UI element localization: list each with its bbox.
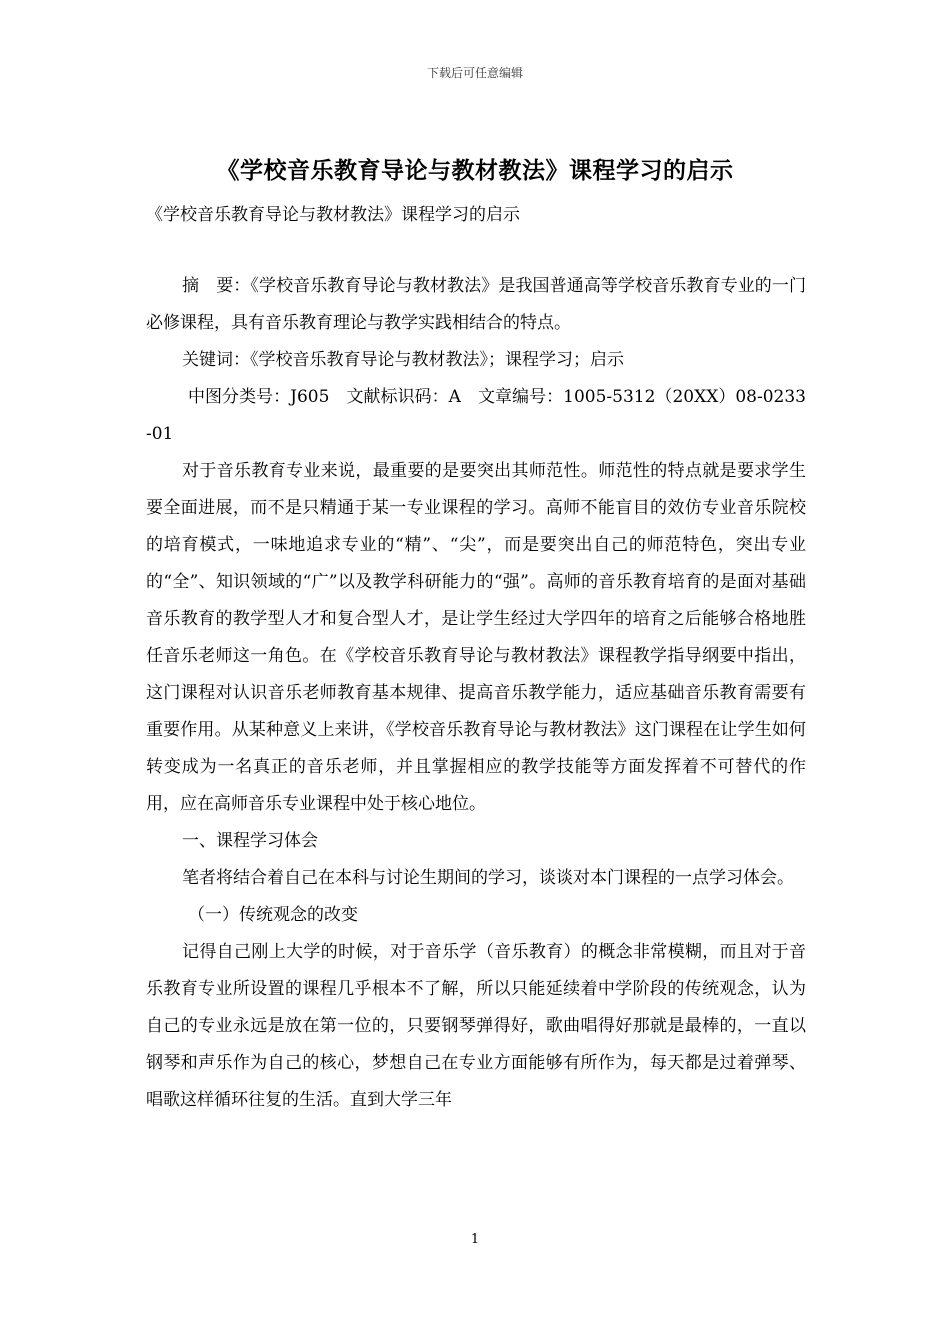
document-body: [146, 268, 806, 1119]
page-header: 下载后可任意编辑: [426, 66, 523, 80]
body-paragraph: 笔者将结合着自己在本科与讨论生期间的学习，谈谈对本门课程的一点学习体会。: [182, 868, 794, 888]
page-number: 1: [470, 1232, 480, 1247]
document-subtitle: 《学校音乐教育导论与教材教法》课程学习的启示: [146, 205, 520, 225]
classification-paragraph: 中图分类号：J605 文献标识码：A 文章编号：1005-5312（20XX）08-0233-01: [146, 387, 806, 444]
body-paragraph: 记得自己刚上大学的时候，对于音乐学（音乐教育）的概念非常模糊，而且对于音乐教育专业所设置的课程几乎根本不了解，所以只能延续着中学阶段的传统观念，认为自己的专业永远是放在第一位的，只要钢琴弹得好，歌曲唱得好那就是最棒的，一直以钢琴和声乐作为自己的核心，梦想自己在专业方面能够有所作为，每天都是过着弹琴、唱歌这样循环往复的生活。直到大学三年: [146, 942, 806, 1110]
body-paragraph: 对于音乐教育专业来说，最重要的是要突出其师范性。师范性的特点就是要求学生要全面进展，而不是只精通于某一专业课程的学习。高师不能盲目的效仿专业音乐院校的培育模式，一味地追求专业的“精”、“尖”，而是要突出自己的师范特色，突出专业的“全”、知识领域的“广”以及教学科研能力的“强”。高师的音乐教育培育的是面对基础音乐教育的教学型人才和复合型人才，是让学生经过大学四年的培育之后能够合格地胜任音乐老师这一角色。在《学校音乐教育导论与教材教法》课程教学指导纲要中指出，这门课程对认识音乐老师教育基本规律、提高音乐教学能力，适应基础音乐教育需要有重要作用。从某种意义上来讲，《学校音乐教育导论与教材教法》这门课程在让学生如何转变成为一名真正的音乐老师，并且掌握相应的教学技能等方面发挥着不可替代的作用，应在高师音乐专业课程中处于核心地位。: [146, 461, 806, 814]
subsection-heading: （一）传统观念的改变: [188, 905, 358, 925]
abstract-paragraph: 摘 要：《学校音乐教育导论与教材教法》是我国普通高等学校音乐教育专业的一门必修课程，具有音乐教育理论与教学实践相结合的特点。: [146, 276, 806, 333]
document-title: 《学校音乐教育导论与教材教法》课程学习的启示: [216, 158, 734, 184]
section-heading: 一、课程学习体会: [182, 831, 318, 851]
keywords-paragraph: 关键词：《学校音乐教育导论与教材教法》；课程学习；启示: [182, 350, 624, 370]
